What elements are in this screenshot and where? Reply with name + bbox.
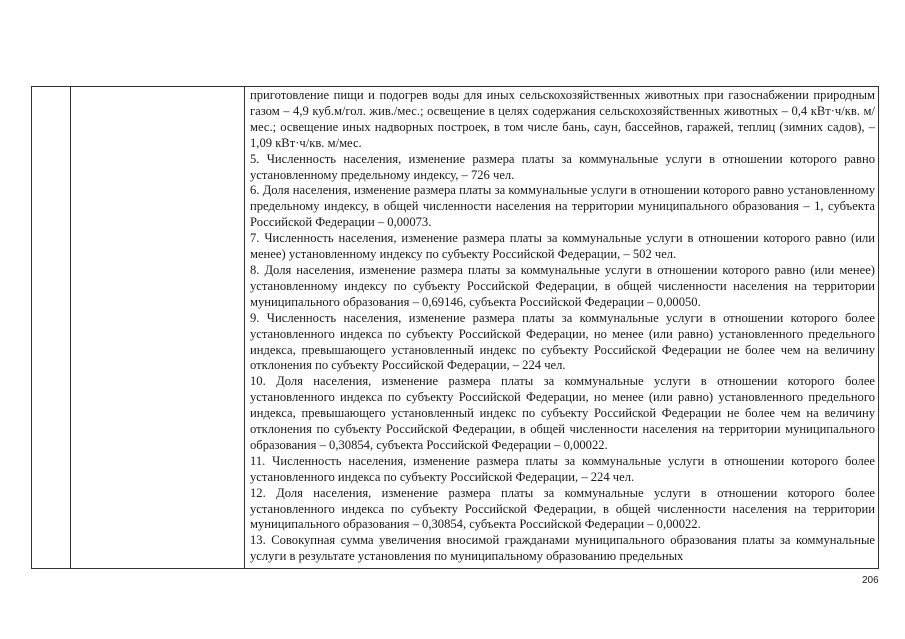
text-cell <box>250 88 875 568</box>
paragraph: 7. Численность населения, изменение размера платы за коммунальные услуги в отношении которого равно (или менее) установленному индексу по субъекту Российской Федерации, – 502 чел. <box>250 231 875 262</box>
paragraph: 11. Численность населения, изменение размера платы за коммунальные услуги в отношении которого более установленного индекса по субъекту Российской Федерации, – 224 чел. <box>250 453 875 484</box>
page-number: 206 <box>862 575 879 586</box>
paragraph: 13. Совокупная сумма увеличения вносимой гражданами муниципального образования платы за коммунальные услуги в результате установления по муниципальному образованию предельных <box>250 533 875 564</box>
paragraph: приготовление пищи и подогрев воды для иных сельскохозяйственных животных при газоснабжении природным газом – 4,9 куб.м/гол. жив./мес.; освещение в целях содержания сельскохозяйственных животных – 0,4 кВт·ч/кв. м/мес.; освещение иных надворных построек, в том числе бань, саун, бассейнов, гаражей, теплиц (зимних садов), – 1,09 кВт·ч/кв. м/мес. <box>250 88 875 150</box>
column-divider <box>244 87 245 568</box>
content-table <box>31 86 879 569</box>
paragraph: 6. Доля населения, изменение размера платы за коммунальные услуги в отношении которого равно установленному предельному индексу, в общей численности населения на территории муниципального образования – 1, субъекта Российской Федерации – 0,00073. <box>250 183 875 230</box>
paragraph: 8. Доля населения, изменение размера платы за коммунальные услуги в отношении которого равно (или менее) установленному индексу по субъекту Российской Федерации, в общей численности населения на территории муниципального образования – 0,69146, субъекта Российской Федерации – 0,00050. <box>250 262 875 309</box>
paragraph: 5. Численность населения, изменение размера платы за коммунальные услуги в отношении которого равно установленному предельному индексу, – 726 чел. <box>250 151 875 182</box>
paragraph: 9. Численность населения, изменение размера платы за коммунальные услуги в отношении которого более установленного индекса по субъекту Российской Федерации, но менее (или равно) установленного предельного индекса, превышающего установленный индекс по субъекту Российской Федерации не более чем на величину отклонения по субъекту Российской Федерации, – 224 чел. <box>250 310 875 373</box>
paragraph: 12. Доля населения, изменение размера платы за коммунальные услуги в отношении которого более установленного индекса по субъекту Российской Федерации, в общей численности населения на территории муниципального образования – 0,30854, субъекта Российской Федерации – 0,00022. <box>250 485 875 532</box>
paragraph: 10. Доля населения, изменение размера платы за коммунальные услуги в отношении которого более установленного индекса по субъекту Российской Федерации, но менее (или равно) установленного предельного индекса, превышающего установленный индекс по субъекту Российской Федерации не более чем на величину отклонения по субъекту Российской Федерации, в общей численности населения на территории муниципального образования – 0,30854, субъекта Российской Федерации – 0,00022. <box>250 374 875 452</box>
column-divider <box>70 87 71 568</box>
